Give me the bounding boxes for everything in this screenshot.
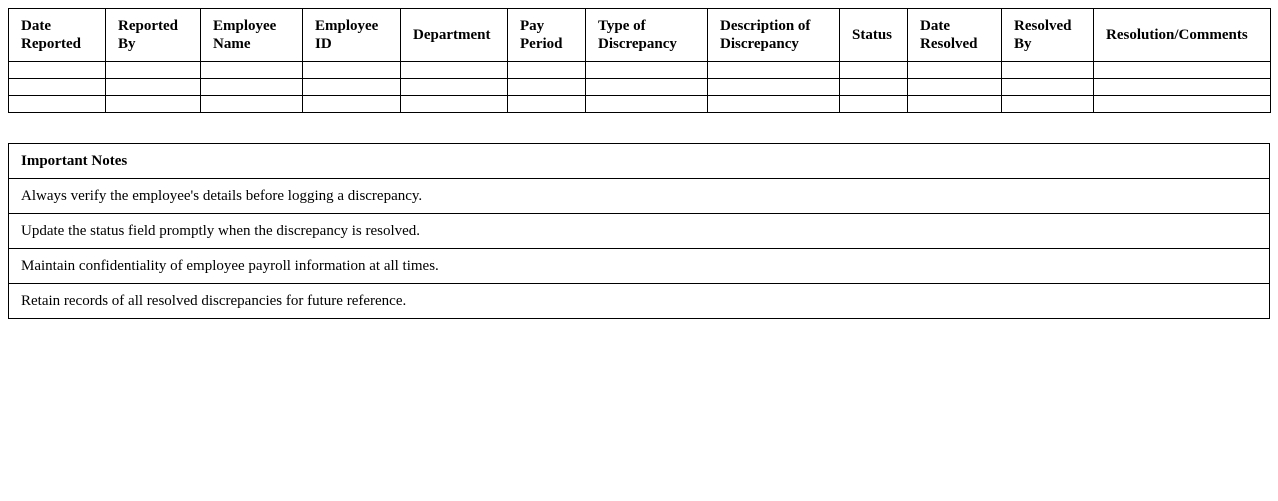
notes-heading: Important Notes — [9, 144, 1270, 179]
table-cell[interactable] — [508, 96, 586, 113]
table-cell[interactable] — [9, 62, 106, 79]
header-employee-id: Employee ID — [303, 9, 401, 62]
table-header-row — [9, 9, 1271, 62]
important-notes-table — [8, 143, 1270, 319]
table-cell[interactable] — [1002, 62, 1094, 79]
header-date-resolved: Date Resolved — [908, 9, 1002, 62]
table-cell[interactable] — [401, 62, 508, 79]
table-cell[interactable] — [303, 96, 401, 113]
table-cell[interactable] — [401, 96, 508, 113]
notes-heading-row — [9, 144, 1270, 179]
header-reported-by: Reported By — [106, 9, 201, 62]
table-cell[interactable] — [1094, 62, 1271, 79]
table-cell[interactable] — [708, 79, 840, 96]
table-cell[interactable] — [1094, 79, 1271, 96]
table-cell[interactable] — [303, 62, 401, 79]
table-cell[interactable] — [908, 62, 1002, 79]
note-item: Update the status field promptly when the discrepancy is resolved. — [9, 214, 1270, 249]
header-status: Status — [840, 9, 908, 62]
header-pay-period: Pay Period — [508, 9, 586, 62]
table-cell[interactable] — [586, 96, 708, 113]
table-cell[interactable] — [708, 96, 840, 113]
table-cell[interactable] — [1094, 96, 1271, 113]
table-cell[interactable] — [9, 96, 106, 113]
notes-row — [9, 179, 1270, 214]
table-cell[interactable] — [508, 79, 586, 96]
table-cell[interactable] — [106, 96, 201, 113]
notes-row — [9, 249, 1270, 284]
table-cell[interactable] — [586, 79, 708, 96]
table-cell[interactable] — [401, 79, 508, 96]
header-department: Department — [401, 9, 508, 62]
table-cell[interactable] — [1002, 96, 1094, 113]
table-cell[interactable] — [1002, 79, 1094, 96]
table-cell[interactable] — [708, 62, 840, 79]
table-cell[interactable] — [840, 96, 908, 113]
table-cell[interactable] — [106, 79, 201, 96]
table-cell[interactable] — [9, 79, 106, 96]
table-cell[interactable] — [840, 62, 908, 79]
header-resolution-comments: Resolution/Comments — [1094, 9, 1271, 62]
discrepancy-log-table — [8, 8, 1271, 113]
note-item: Maintain confidentiality of employee payroll information at all times. — [9, 249, 1270, 284]
notes-row — [9, 214, 1270, 249]
table-row — [9, 62, 1271, 79]
table-cell[interactable] — [201, 96, 303, 113]
header-description-of-discrepancy: Description of Discrepancy — [708, 9, 840, 62]
note-item: Retain records of all resolved discrepancies for future reference. — [9, 284, 1270, 319]
table-cell[interactable] — [908, 79, 1002, 96]
table-cell[interactable] — [908, 96, 1002, 113]
table-cell[interactable] — [106, 62, 201, 79]
table-row — [9, 96, 1271, 113]
table-cell[interactable] — [508, 62, 586, 79]
table-cell[interactable] — [303, 79, 401, 96]
table-cell[interactable] — [586, 62, 708, 79]
notes-row — [9, 284, 1270, 319]
header-employee-name: Employee Name — [201, 9, 303, 62]
table-cell[interactable] — [840, 79, 908, 96]
header-type-of-discrepancy: Type of Discrepancy — [586, 9, 708, 62]
table-cell[interactable] — [201, 79, 303, 96]
header-resolved-by: Resolved By — [1002, 9, 1094, 62]
header-date-reported: Date Reported — [9, 9, 106, 62]
table-row — [9, 79, 1271, 96]
note-item: Always verify the employee's details before logging a discrepancy. — [9, 179, 1270, 214]
table-cell[interactable] — [201, 62, 303, 79]
